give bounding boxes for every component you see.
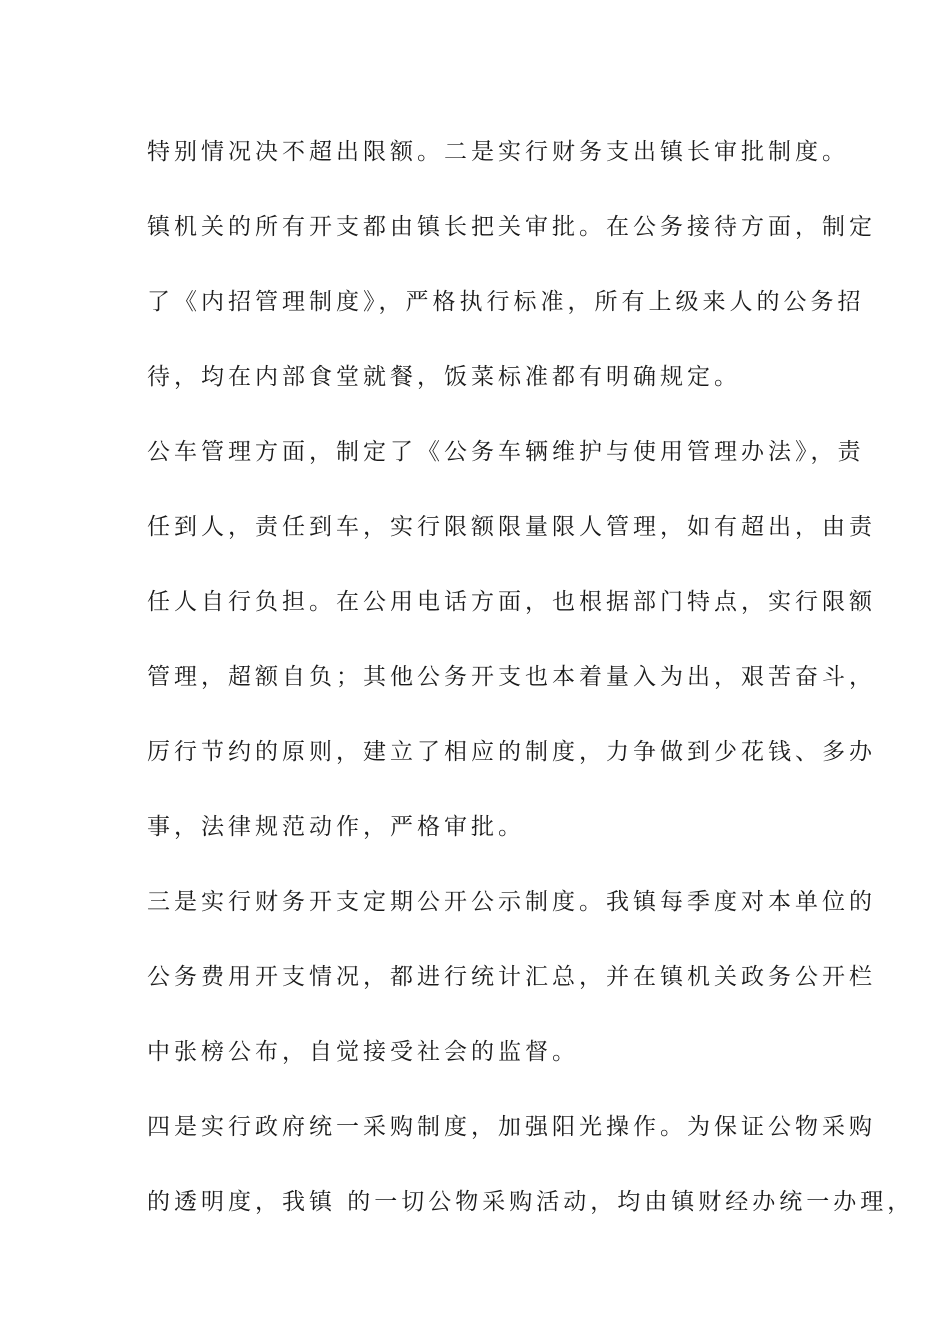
text-line: 公车管理方面，制定了《公务车辆维护与使用管理办法》，责 <box>147 439 865 465</box>
text-line: 的透明度，我镇 的一切公物采购活动，均由镇财经办统一办理， <box>147 1189 915 1215</box>
text-line: 四是实行政府统一采购制度，加强阳光操作。为保证公物采购 <box>147 1114 876 1140</box>
text-line: 事，法律规范动作，严格审批。 <box>147 814 525 840</box>
text-line: 特别情况决不超出限额。二是实行财务支出镇长审批制度。 <box>147 139 849 165</box>
text-line: 三是实行财务开支定期公开公示制度。我镇每季度对本单位的 <box>147 889 876 915</box>
body-text <box>147 132 915 1257</box>
text-line: 待，均在内部食堂就餐，饭菜标准都有明确规定。 <box>147 364 741 390</box>
text-line: 管理，超额自负；其他公务开支也本着量入为出，艰苦奋斗， <box>147 664 876 690</box>
text-line: 任人自行负担。在公用电话方面，也根据部门特点，实行限额 <box>147 589 876 615</box>
text-line: 公务费用开支情况，都进行统计汇总，并在镇机关政务公开栏 <box>147 964 876 990</box>
text-line: 厉行节约的原则，建立了相应的制度，力争做到少花钱、多办 <box>147 739 876 765</box>
text-line: 镇机关的所有开支都由镇长把关审批。在公务接待方面，制定 <box>147 214 876 240</box>
text-line: 了《内招管理制度》，严格执行标准，所有上级来人的公务招 <box>147 289 865 315</box>
text-line: 中张榜公布，自觉接受社会的监督。 <box>147 1039 579 1065</box>
text-line: 任到人，责任到车，实行限额限量限人管理，如有超出，由责 <box>147 514 876 540</box>
